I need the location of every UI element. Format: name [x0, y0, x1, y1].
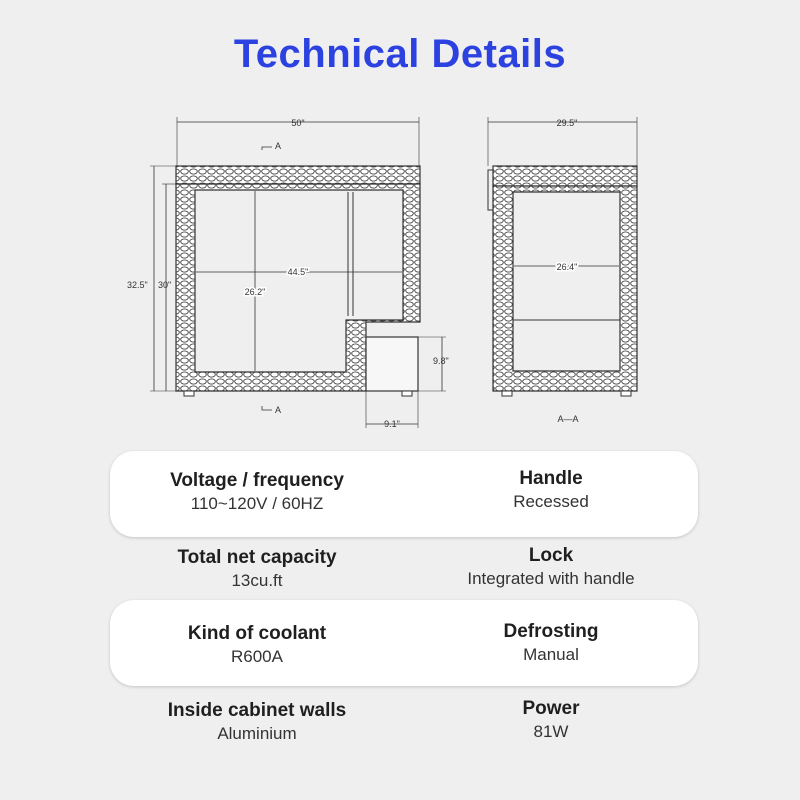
section-marker-top: A [275, 141, 282, 151]
dim-width: 50" [291, 118, 305, 128]
spec-row-1 [110, 451, 698, 537]
side-view [488, 117, 637, 424]
dim-total-height: 32.5" [127, 280, 148, 290]
dim-depth: 29.5" [556, 118, 578, 128]
front-view [127, 117, 449, 429]
dim-cabinet-height: 30" [158, 280, 172, 290]
front-lid [176, 166, 420, 184]
spec-value-coolant: R600A [231, 647, 283, 666]
spec-value-handle: Recessed [513, 492, 589, 511]
spec-value-capacity: 13cu.ft [231, 571, 283, 590]
spec-label-defrosting: Defrosting [503, 621, 599, 642]
section-marker-bottom: A [275, 405, 282, 415]
dim-step-height: 9.8" [433, 356, 449, 366]
spec-label-lock: Lock [528, 545, 574, 566]
dim-step-width: 9.1" [384, 419, 400, 429]
dim-inner-height: 26.2" [244, 287, 266, 297]
spec-label-power: Power [522, 698, 580, 719]
page-title: Technical Details [233, 32, 567, 76]
dim-inner-width: 44.5" [287, 267, 309, 277]
spec-value-power: 81W [533, 722, 569, 741]
spec-label-voltage: Voltage / frequency [170, 470, 344, 491]
spec-label-capacity: Total net capacity [177, 547, 337, 568]
spec-value-voltage: 110~120V / 60HZ [190, 494, 324, 513]
spec-label-handle: Handle [519, 468, 583, 489]
spec-value-walls: Aluminium [217, 724, 297, 743]
spec-label-coolant: Kind of coolant [187, 623, 327, 644]
section-label: A—A [557, 414, 579, 424]
compressor-compartment [366, 337, 418, 391]
front-foot-left [184, 391, 194, 396]
spec-label-walls: Inside cabinet walls [167, 700, 347, 721]
dim-inner-depth: 26.4" [556, 262, 578, 272]
side-cabinet [493, 186, 637, 391]
side-foot-right [621, 391, 631, 396]
spec-value-lock: Integrated with handle [467, 569, 635, 588]
front-foot-right [402, 391, 412, 396]
spec-value-defrosting: Manual [523, 645, 579, 664]
spec-row-4 [110, 697, 698, 747]
side-lid [493, 166, 637, 186]
side-foot-left [502, 391, 512, 396]
spec-row-2 [110, 544, 698, 594]
spec-row-3 [110, 600, 698, 686]
